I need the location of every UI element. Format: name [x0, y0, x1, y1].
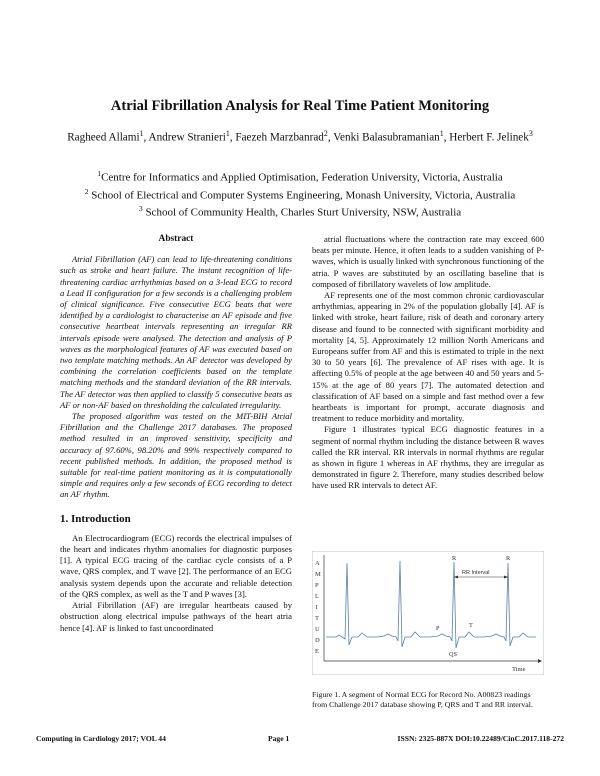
author-name: Venki Balasubramanian: [333, 131, 440, 144]
abstract-body: [60, 254, 292, 500]
y-axis-letter: L: [315, 593, 319, 600]
author-name: Faezeh Marzbanrad: [235, 131, 324, 144]
r-wave-label: R: [452, 555, 457, 562]
affiliation-list: [40, 167, 560, 220]
author-affil-sup: 2: [323, 129, 328, 138]
y-axis-letter: I: [315, 604, 318, 611]
affiliation: [40, 185, 560, 203]
affil-text: School of Community Health, Charles Sturt University, NSW, Australia: [145, 206, 462, 219]
author-affil-sup: 1: [139, 129, 144, 138]
author-affil-sup: 1: [439, 129, 444, 138]
p-wave-label: P: [436, 625, 440, 632]
affil-sup: 1: [97, 169, 102, 178]
figure-caption: Figure 1. A segment of Normal ECG for Record No. A00823 readings from Challenge 2017 database showing P, QRS and T and RR interval.: [312, 690, 533, 709]
y-axis-letter: E: [315, 648, 319, 655]
body-paragraph: atrial fluctuations where the contraction rate may exceed 600 beats per minute. Hence, it often leads to a sudden vanishing of P-waves, which is usually linked with synchronous functioning of the atria. P waves are substituted by an oscillating baseline that is composed of fibrillatory wavelets of low amplitude.: [312, 234, 544, 289]
paper-title: Atrial Fibrillation Analysis for Real Time Patient Monitoring: [110, 98, 490, 114]
intro-paragraph: Atrial Fibrillation (AF) are irregular heartbeats caused by obstruction along electrical impulse pathways of the heart atria hence [4]. AF is linked to fast uncoordinated: [60, 600, 292, 633]
y-axis-letter: T: [315, 615, 319, 622]
intro-paragraph: An Electrocardiogram (ECG) records the electrical impulses of the heart and indicates rhythm anomalies for diagnostic purposes [1]. A typical ECG tracing of the cardiac cycle consists of a P wave, QRS complex, and T wave [2]. The performance of an ECG analysis system depends upon the accurate and reliable detection of the QRS complex, as well as the T and P waves [3].: [60, 532, 292, 599]
affiliation: [40, 167, 560, 185]
abstract-paragraph: Atrial Fibrillation (AF) can lead to life-threatening conditions such as stroke and heart failure. The instant recognition of life-threatening cardiac arrhythmias based on a 3-lead ECG to record a Lead II configuration for a few seconds is a challenging problem of clinical significance. Five consecutive ECG beats that were identified by a cardiologist to characterise an AF episode and five consecutive heartbeat intervals representing an irregular RR intervals episode were analysed. The detection and analysis of P waves as the morphological features of AF was executed based on two template matching methods. An AF detector was developed by combining the correlation coefficients based on the template matching methods and the standard deviation of the RR intervals. The AF detector was then applied to classify 5 consecutive beats as AF or non-AF based on thresholding the calculated irregularity.: [60, 254, 292, 410]
r-wave-label: R: [506, 555, 511, 562]
author-name: Andrew Stranieri: [148, 131, 226, 144]
t-wave-label: T: [469, 622, 473, 629]
body-paragraph: AF represents one of the most common chronic cardiovascular arrhythmias, appearing in 2% of the population globally [4]. AF is linked with stroke, heart failure, risk of death and coronary artery disease and found to be connected with significant morbidity and mortality [4, 5]. Approximately 12 million North Americans and Europeans suffer from AF and this is estimated to triple in the next 30 to 50 years [6]. The prevalence of AF rises with age. It is affecting 0.5% of people at the age between 40 and 50 years and 5-15% at the age of 80 years [7]. The automated detection and classification of AF based on a simple and fast method over a few heartbeats is important for prompt, accurate diagnosis and treatment to reduce morbidity and mortality.: [312, 290, 544, 424]
section-heading: 1. Introduction: [60, 512, 131, 525]
affil-sup: 3: [138, 204, 143, 214]
y-axis-letter: P: [315, 582, 319, 589]
rr-interval-label: RR Interval: [462, 570, 490, 576]
ecg-plot: [312, 551, 544, 675]
affil-text: Centre for Informatics and Applied Optimisation, Federation University, Victoria, Australia: [101, 171, 503, 184]
author-list: Ragheed Allami$^1$, Andrew Stranieri$^1$, Faezeh Marzbanrad$^2$, Venki Balasubramanian$^1$, Herbert F. Jelinek$^3$: [67, 129, 533, 144]
author-affil-sup: 3: [528, 129, 533, 138]
footer-page-number: Page 1: [268, 734, 290, 743]
author-affil-sup: 1: [225, 129, 230, 138]
y-axis-letter: D: [315, 637, 320, 644]
abstract-heading: Abstract: [158, 234, 194, 244]
author-name: Ragheed Allami: [67, 131, 140, 144]
affil-sup: 2: [84, 186, 89, 196]
ecg-figure: [312, 551, 544, 675]
body-paragraph: Figure 1 illustrates typical ECG diagnostic features in a segment of normal rhythm including the distance between R waves called the RR interval. RR intervals in normal rhythms are regular as shown in figure 1 whereas in AF rhythms, they are irregular as demonstrated in figure 2. Therefore, many studies described below have used RR intervals to detect AF.: [312, 424, 544, 491]
author-name: Herbert F. Jelinek: [449, 131, 529, 144]
footer-issn-doi: ISSN: 2325-887X DOI:10.22489/CinC.2017.118-272: [397, 734, 564, 743]
y-axis-letter: U: [315, 626, 320, 633]
abstract-paragraph: The proposed algorithm was tested on the MIT-BIH Atrial Fibrillation and the Challenge 2017 databases. The proposed method resulted in an improved sensitivity, specificity and accuracy of 97.60%, 98.20% and 99% respectively compared to recent published methods. In addition, the proposed method is suitable for real-time patient monitoring as it is computationally simple and requires only a few seconds of ECG recording to detect an AF rhythm.: [60, 411, 292, 500]
qs-label: QS: [449, 651, 457, 658]
right-column: [312, 234, 544, 492]
affiliation: [40, 202, 560, 220]
y-axis-letter: M: [315, 571, 321, 578]
x-axis-label: Time: [512, 666, 526, 673]
left-column: [60, 234, 292, 634]
affil-text: School of Electrical and Computer Systems Engineering, Monash University, Victoria, Australia: [91, 189, 516, 202]
y-axis-letter: A: [315, 560, 320, 567]
footer-journal: Computing in Cardiology 2017; VOL 44: [36, 734, 166, 743]
